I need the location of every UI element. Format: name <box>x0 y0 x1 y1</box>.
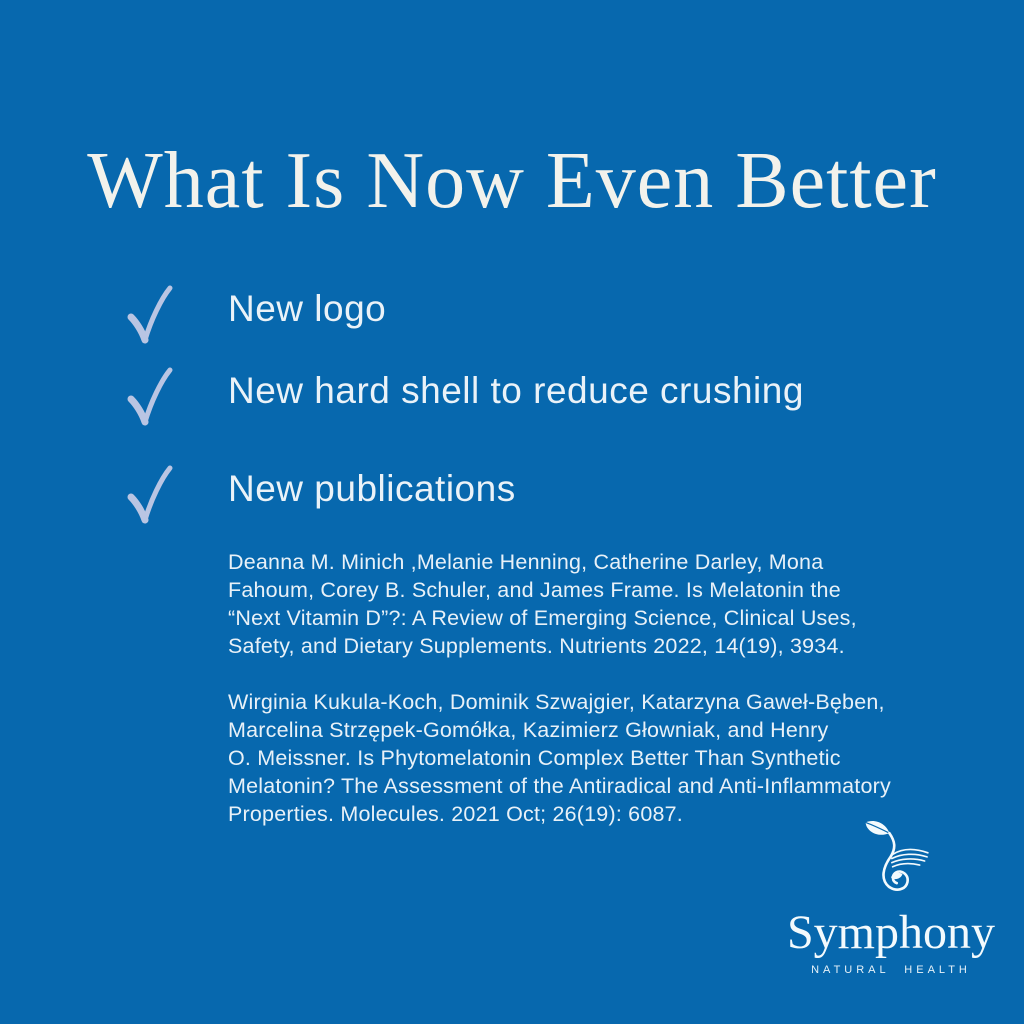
slide-title: What Is Now Even Better <box>87 137 937 225</box>
citation-line: Marcelina Strzępek-Gomółka, Kazimierz Głowniak, and Henry <box>228 718 829 742</box>
checklist-label: New hard shell to reduce crushing <box>228 370 804 411</box>
citation-line: Melatonin? The Assessment of the Antiradical and Anti-Inflammatory <box>228 774 891 798</box>
checklist-item-publications <box>126 468 516 534</box>
citation-nutrients-2022 <box>228 548 868 660</box>
citations-block <box>228 548 891 828</box>
citation-line: O. Meissner. Is Phytomelatonin Complex Better Than Synthetic <box>228 746 841 770</box>
checkmark-icon <box>126 464 174 530</box>
citation-molecules-2021 <box>228 688 891 828</box>
symphony-logo <box>786 818 996 976</box>
logo-wordmark: Symphony <box>786 906 996 959</box>
citation-line: Wirginia Kukula-Koch, Dominik Szwajgier, Katarzyna Gaweł-Bęben, <box>228 690 885 714</box>
citation-line: “Next Vitamin D”?: A Review of Emerging Science, Clinical Uses, <box>228 606 857 630</box>
citation-line: Properties. Molecules. 2021 Oct; 26(19): 6087. <box>228 802 683 826</box>
checklist-label: New publications <box>228 468 516 509</box>
citation-line: Deanna M. Minich ,Melanie Henning, Catherine Darley, Mona <box>228 550 824 574</box>
citation-line: Safety, and Dietary Supplements. Nutrients 2022, 14(19), 3934. <box>228 634 845 658</box>
checklist-item-new-logo <box>126 288 386 354</box>
checklist-item-hard-shell <box>126 370 804 436</box>
checkmark-icon <box>126 284 174 350</box>
logo-tagline: NATURAL HEALTH <box>811 964 971 976</box>
checkmark-icon <box>126 366 174 432</box>
symphony-sprout-icon <box>850 818 932 904</box>
checklist-label: New logo <box>228 288 387 329</box>
citation-line: Fahoum, Corey B. Schuler, and James Frame. Is Melatonin the <box>228 578 841 602</box>
